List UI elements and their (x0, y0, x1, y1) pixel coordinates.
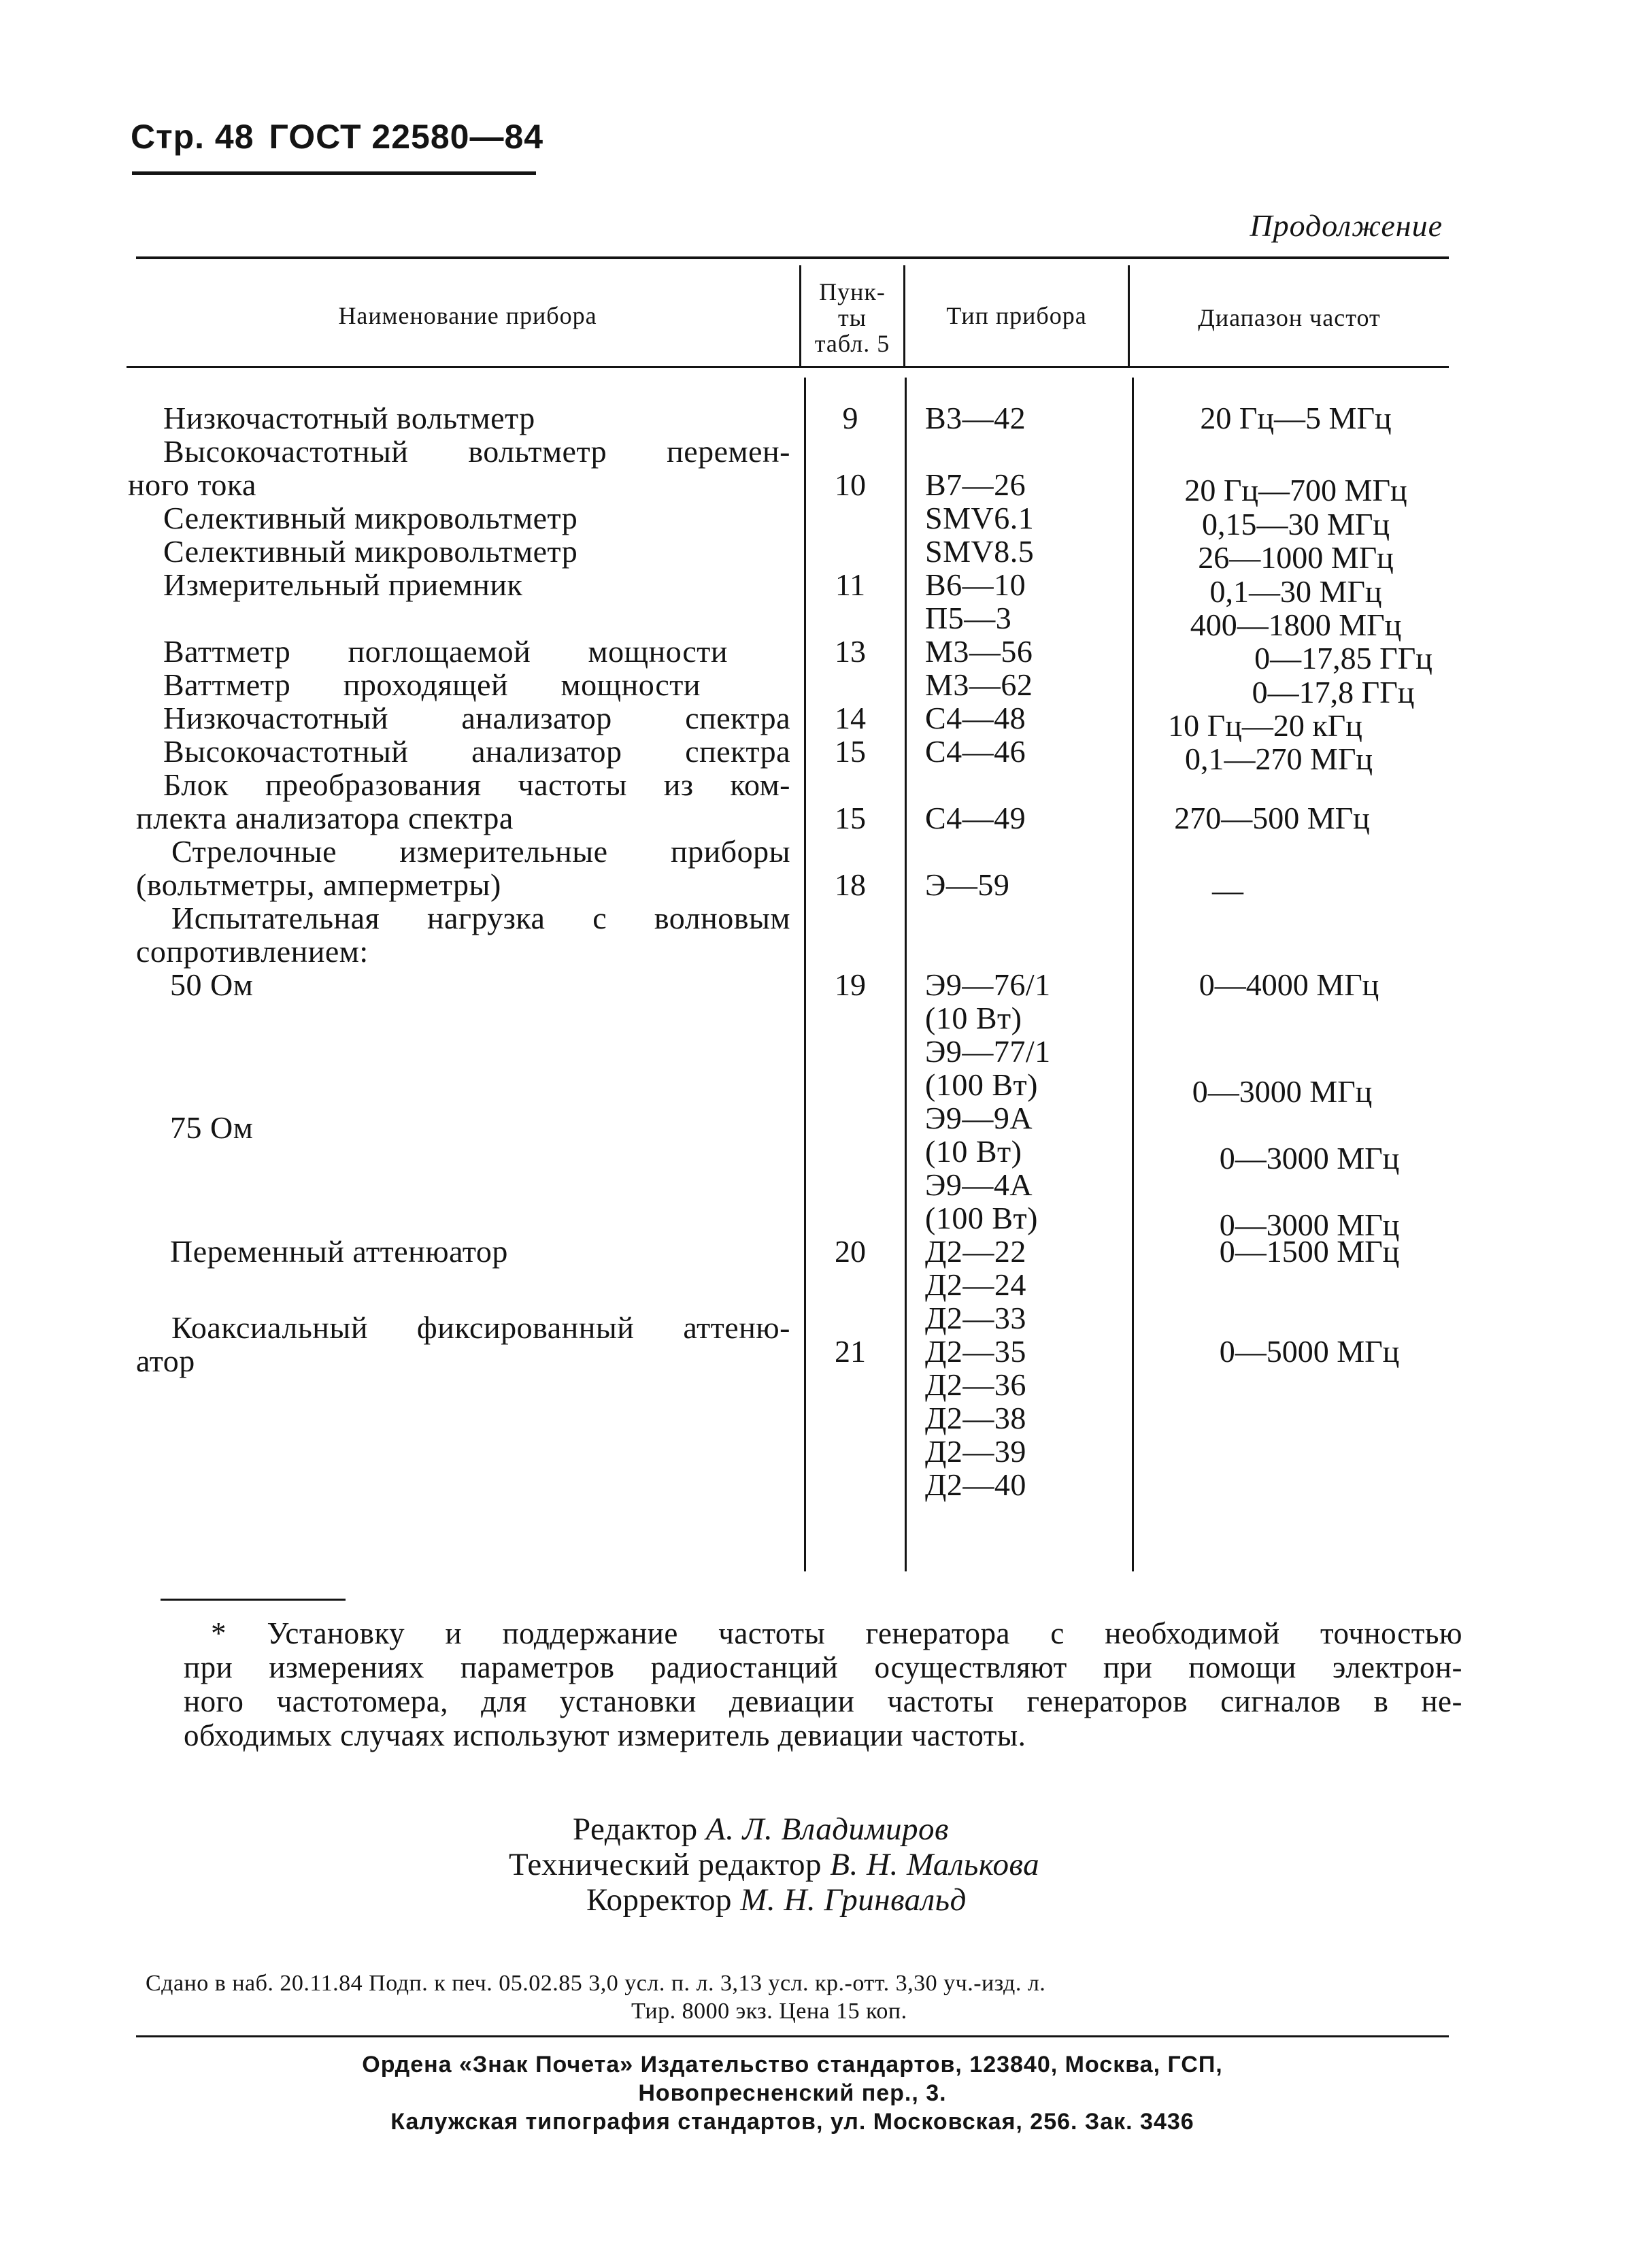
frequency-range: 270—500 МГц (1174, 801, 1370, 835)
device-name: Стрелочные измерительные приборы (171, 834, 790, 869)
table-head-rule (127, 366, 1449, 368)
table-row (0, 467, 1625, 507)
table-row (0, 968, 1625, 1001)
device-name: 75 Ом (170, 1110, 254, 1145)
table-row (0, 1235, 1625, 1268)
table-top-rule (136, 256, 1449, 259)
imprint-line-2: Тир. 8000 экз. Цена 15 коп. (631, 1999, 907, 2024)
column-header-type: Тип прибора (946, 302, 1087, 329)
footnote-line-3: ного частотомера, для установки девиации частоты генераторов сигналов в не- (184, 1684, 1462, 1718)
table-item-number: 15 (835, 734, 866, 769)
table-item-number: 9 (842, 401, 858, 435)
table-row (0, 1035, 1625, 1068)
device-type: SMV6.1 (925, 501, 1035, 535)
frequency-range: 0—5000 МГц (1219, 1334, 1400, 1369)
column-header-freq: Диапазон частот (1198, 304, 1381, 331)
table-row (0, 701, 1625, 743)
device-type: М3—62 (925, 667, 1033, 702)
table-item-number: 21 (835, 1334, 866, 1369)
imprint-rule (136, 2035, 1449, 2037)
frequency-range: 0—1500 МГц (1219, 1234, 1400, 1269)
corrector-credit (586, 1882, 967, 1918)
frequency-range: 0—17,8 ГГц (1252, 675, 1415, 710)
device-name: плекта анализатора спектра (136, 801, 514, 835)
frequency-range: 0,1—270 МГц (1184, 741, 1373, 776)
device-name: Ваттметр поглощаемой мощности (163, 634, 728, 669)
standard-number: ГОСТ 22580—84 (269, 118, 544, 156)
device-type: Д2—24 (925, 1267, 1026, 1302)
frequency-range: 0,1—30 МГц (1209, 574, 1382, 609)
device-name: 50 Ом (170, 967, 254, 1002)
header-rule (132, 171, 536, 175)
corrector-role: Корректор (586, 1882, 733, 1918)
table-item-number: 20 (835, 1234, 866, 1269)
device-type: SMV8.5 (925, 534, 1035, 569)
device-type: Э—59 (925, 867, 1010, 902)
table-row (0, 768, 1625, 801)
imprint-line-1: Сдано в наб. 20.11.84 Подп. к печ. 05.02.85 3,0 усл. п. л. 3,13 усл. кр.-отт. 3,30 уч.-изд. л. (146, 1971, 1046, 1996)
device-type: Э9—9А (925, 1101, 1033, 1135)
device-name: ного тока (128, 467, 256, 502)
device-name: Селективный микровольтметр (163, 534, 578, 569)
table-row (0, 1001, 1625, 1035)
table-row (0, 1268, 1625, 1301)
table-row (0, 1168, 1625, 1201)
page-number: Стр. 48 (131, 118, 254, 156)
device-name: Блок преобразования частоты из ком- (163, 767, 790, 802)
device-type: В7—26 (925, 467, 1026, 502)
device-name: Высокочастотный анализатор спектра (163, 734, 790, 769)
column-header-name: Наименование прибора (338, 302, 597, 329)
device-name: Переменный аттенюатор (170, 1234, 508, 1269)
table-row (0, 501, 1625, 541)
device-name: сопротивлением: (136, 934, 369, 969)
frequency-range: 20 Гц—700 МГц (1184, 473, 1407, 507)
table-row (0, 1435, 1625, 1468)
column-header-punkt-line1: Пунк- (819, 278, 886, 305)
frequency-range: 400—1800 МГц (1190, 607, 1402, 642)
table-item-number: 10 (835, 467, 866, 502)
device-name: Высокочастотный вольтметр перемен- (163, 434, 790, 469)
publisher-line-1: Ордена «Знак Почета» Издательство стандартов, 123840, Москва, ГСП, (362, 2052, 1223, 2078)
frequency-range: 0—3000 МГц (1219, 1207, 1400, 1242)
tech-editor-credit (509, 1847, 1039, 1882)
frequency-range: 0—3000 МГц (1219, 1141, 1400, 1175)
publisher-line-2: Новопресненский пер., 3. (638, 2080, 947, 2106)
device-type: В3—42 (925, 401, 1026, 435)
device-type: Э9—4А (925, 1167, 1033, 1202)
table-item-number: 11 (835, 567, 866, 602)
tech-editor-name: В. Н. Малькова (830, 1847, 1040, 1882)
table-item-number: 18 (835, 867, 866, 902)
device-type: Д2—33 (925, 1301, 1026, 1335)
device-type: С4—49 (925, 801, 1026, 835)
table-row (0, 1201, 1625, 1242)
continuation-label: Продолжение (1250, 208, 1443, 243)
device-type: Э9—76/1 (925, 967, 1051, 1002)
table-item-number: 15 (835, 801, 866, 835)
footnote-line-4: обходимых случаях используют измеритель девиации частоты. (184, 1718, 1026, 1752)
frequency-range: 0—4000 МГц (1199, 967, 1379, 1002)
table-row (0, 1334, 1625, 1378)
device-type: Д2—39 (925, 1434, 1026, 1469)
column-header-punkt (801, 279, 903, 356)
footnote-line-1: * Установку и поддержание частоты генератора с необходимой точностью (211, 1616, 1462, 1650)
footnote-rule (161, 1599, 346, 1601)
frequency-range: 20 Гц—5 МГц (1200, 401, 1392, 435)
device-type: (10 Вт) (925, 1134, 1022, 1169)
table-row (0, 1134, 1625, 1175)
frequency-range: 0—3000 МГц (1192, 1074, 1373, 1109)
device-type: (100 Вт) (925, 1067, 1038, 1102)
column-header-punkt-line3: табл. 5 (814, 330, 890, 357)
tech-editor-role: Технический редактор (509, 1847, 822, 1882)
table-row (0, 634, 1625, 676)
table-item-number: 14 (835, 701, 866, 735)
device-name: Измерительный приемник (163, 567, 523, 602)
device-type: В6—10 (925, 567, 1026, 602)
table-item-number: 13 (835, 634, 866, 669)
editor-name: А. Л. Владимиров (705, 1812, 949, 1847)
device-type: С4—48 (925, 701, 1026, 735)
editor-credit (573, 1812, 949, 1847)
page-header (131, 117, 558, 156)
table-row (0, 801, 1625, 835)
device-type: (100 Вт) (925, 1201, 1038, 1235)
table-row (0, 435, 1625, 468)
table-row (0, 734, 1625, 776)
table-row (0, 667, 1625, 710)
device-type: Д2—36 (925, 1367, 1026, 1402)
frequency-range: 10 Гц—20 кГц (1168, 708, 1362, 743)
table-row (0, 1101, 1625, 1145)
device-type: (10 Вт) (925, 1001, 1022, 1035)
corrector-name: М. Н. Гринвальд (740, 1882, 967, 1918)
device-name: Селективный микровольтметр (163, 501, 578, 535)
frequency-range: 0—17,85 ГГц (1254, 641, 1433, 676)
footnote-line-2: при измерениях параметров радиостанций осуществляют при помощи электрон- (184, 1650, 1462, 1684)
table-row (0, 1301, 1625, 1345)
device-type: М3—56 (925, 634, 1033, 669)
device-name: (вольтметры, амперметры) (136, 867, 501, 902)
table-row (0, 935, 1625, 968)
table-item-number: 19 (835, 967, 866, 1002)
table-row (0, 901, 1625, 935)
table-row (0, 401, 1625, 435)
device-type: Д2—22 (925, 1234, 1026, 1269)
editor-role: Редактор (573, 1812, 698, 1847)
device-type: Д2—40 (925, 1467, 1026, 1502)
device-type: С4—46 (925, 734, 1026, 769)
device-name: Низкочастотный вольтметр (163, 401, 535, 435)
table-row (0, 1368, 1625, 1401)
table-row (0, 567, 1625, 609)
table-row (0, 1067, 1625, 1109)
table-row (0, 835, 1625, 868)
printer-line: Калужская типография стандартов, ул. Московская, 256. Зак. 3436 (390, 2109, 1194, 2135)
device-name: Низкочастотный анализатор спектра (163, 701, 790, 735)
device-type: Э9—77/1 (925, 1034, 1051, 1069)
device-name: атор (136, 1344, 195, 1378)
device-type: Д2—38 (925, 1401, 1026, 1435)
column-header-punkt-line2: ты (838, 304, 867, 331)
frequency-range: 26—1000 МГц (1198, 540, 1394, 575)
frequency-range: — (1212, 873, 1243, 907)
device-name: Коаксиальный фиксированный аттеню- (171, 1310, 790, 1345)
table-row (0, 867, 1625, 907)
device-type: П5—3 (925, 601, 1012, 635)
table-row (0, 1401, 1625, 1435)
table-row (0, 601, 1625, 642)
device-type: Д2—35 (925, 1334, 1026, 1369)
device-name: Испытательная нагрузка с волновым (171, 901, 790, 935)
device-name: Ваттметр проходящей мощности (163, 667, 701, 702)
table-row (0, 534, 1625, 575)
frequency-range: 0,15—30 МГц (1201, 507, 1390, 541)
table-row (0, 1468, 1625, 1501)
